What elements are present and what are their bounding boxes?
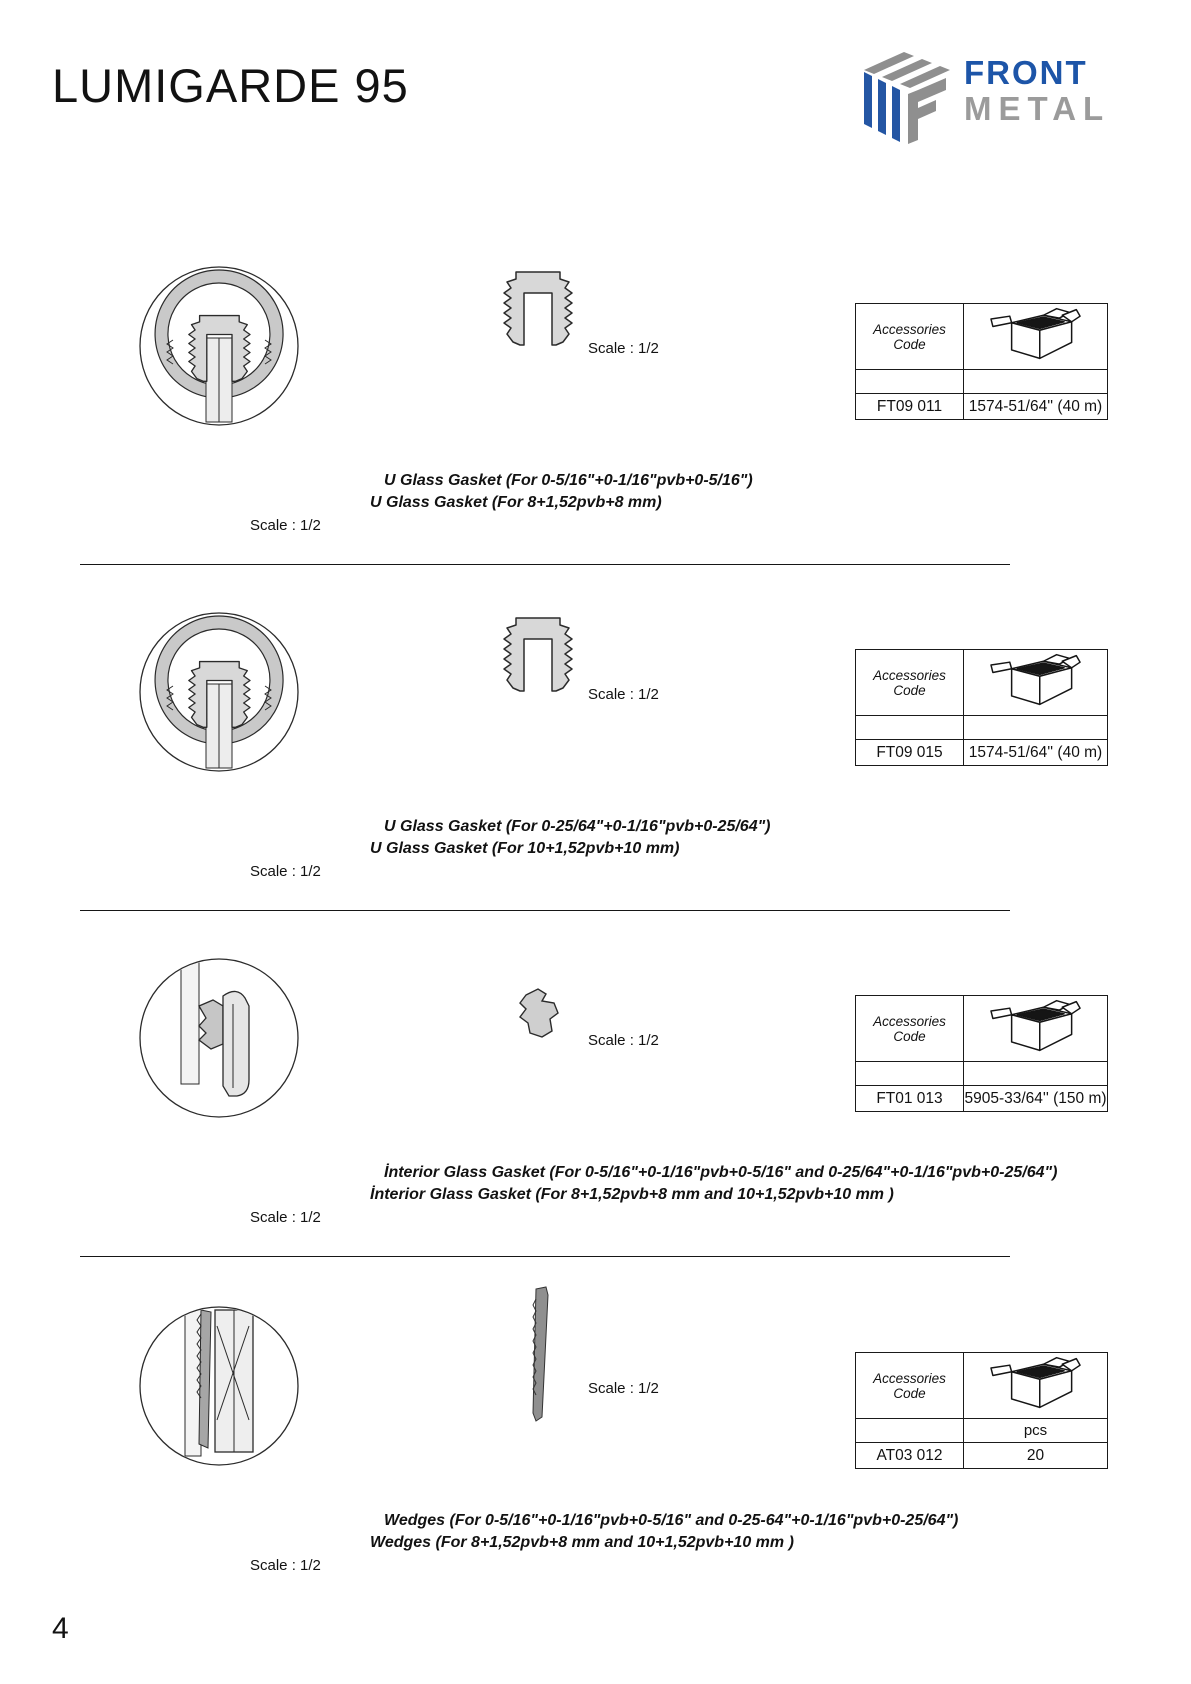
profile-cross-section-drawing [492,268,584,352]
logo-word-metal: METAL [964,90,1111,127]
description-line-2: İnterior Glass Gasket (For 8+1,52pvb+8 mm and 10+1,52pvb+10 mm ) [370,1186,894,1203]
accessories-code-header: Accessories Code [856,1353,964,1419]
empty-cell [856,1419,964,1443]
section-u-glass-gasket-8mm [0,0,1191,534]
package-quantity: 20 [964,1443,1108,1469]
accessory-code: AT03 012 [856,1443,964,1469]
scale-label: Scale : 1/2 [588,1380,659,1397]
scale-label: Scale : 1/2 [250,1209,321,1226]
description-line-1: Wedges (For 0-5/16"+0-1/16"pvb+0-5/16" and 0-25-64"+0-1/16"pvb+0-25/64") [384,1512,959,1529]
package-quantity: 1574-51/64'' (40 m) [964,740,1108,766]
package-quantity: 5905-33/64'' (150 m) [964,1086,1108,1112]
product-description [370,1510,958,1554]
package-box-cell [964,1353,1108,1419]
scale-label: Scale : 1/2 [250,863,321,880]
scale-label: Scale : 1/2 [250,517,321,534]
accessory-code: FT01 013 [856,1086,964,1112]
description-line-2: U Glass Gasket (For 8+1,52pvb+8 mm) [370,494,662,511]
package-quantity: 1574-51/64'' (40 m) [964,394,1108,420]
accessories-code-header: Accessories Code [856,996,964,1062]
page-title: LUMIGARDE 95 [52,59,409,112]
unit-label: pcs [964,1419,1108,1443]
description-line-2: U Glass Gasket (For 10+1,52pvb+10 mm) [370,840,680,857]
description-line-1: İnterior Glass Gasket (For 0-5/16"+0-1/16"pvb+0-5/16" and 0-25/64"+0-1/16"pvb+0-25/64") [384,1164,1058,1181]
accessories-code-header: Accessories Code [856,650,964,716]
profile-cross-section-drawing [512,985,562,1043]
scale-label: Scale : 1/2 [588,340,659,357]
description-line-1: U Glass Gasket (For 0-25/64"+0-1/16"pvb+0-25/64") [384,818,771,835]
logo-word-front: FRONT [964,54,1088,91]
profile-cross-section-drawing [528,1285,552,1425]
page-number: 4 [52,1612,69,1645]
accessories-table [855,1352,1108,1469]
accessory-code: FT09 011 [856,394,964,420]
section-u-glass-gasket-10mm [0,346,1191,880]
accessories-code-header: Accessories Code [856,304,964,370]
description-line-2: Wedges (For 8+1,52pvb+8 mm and 10+1,52pvb+10 mm ) [370,1534,794,1551]
accessory-code: FT09 015 [856,740,964,766]
detail-circle-drawing [135,1302,303,1470]
section-interior-glass-gasket [0,692,1191,1226]
section-wedges [0,1040,1191,1574]
profile-cross-section-drawing [492,614,584,698]
scale-label: Scale : 1/2 [588,1032,659,1049]
package-box-icon [986,1353,1086,1413]
scale-label: Scale : 1/2 [250,1557,321,1574]
scale-label: Scale : 1/2 [588,686,659,703]
description-line-1: U Glass Gasket (For 0-5/16"+0-1/16"pvb+0-5/16") [384,472,753,489]
